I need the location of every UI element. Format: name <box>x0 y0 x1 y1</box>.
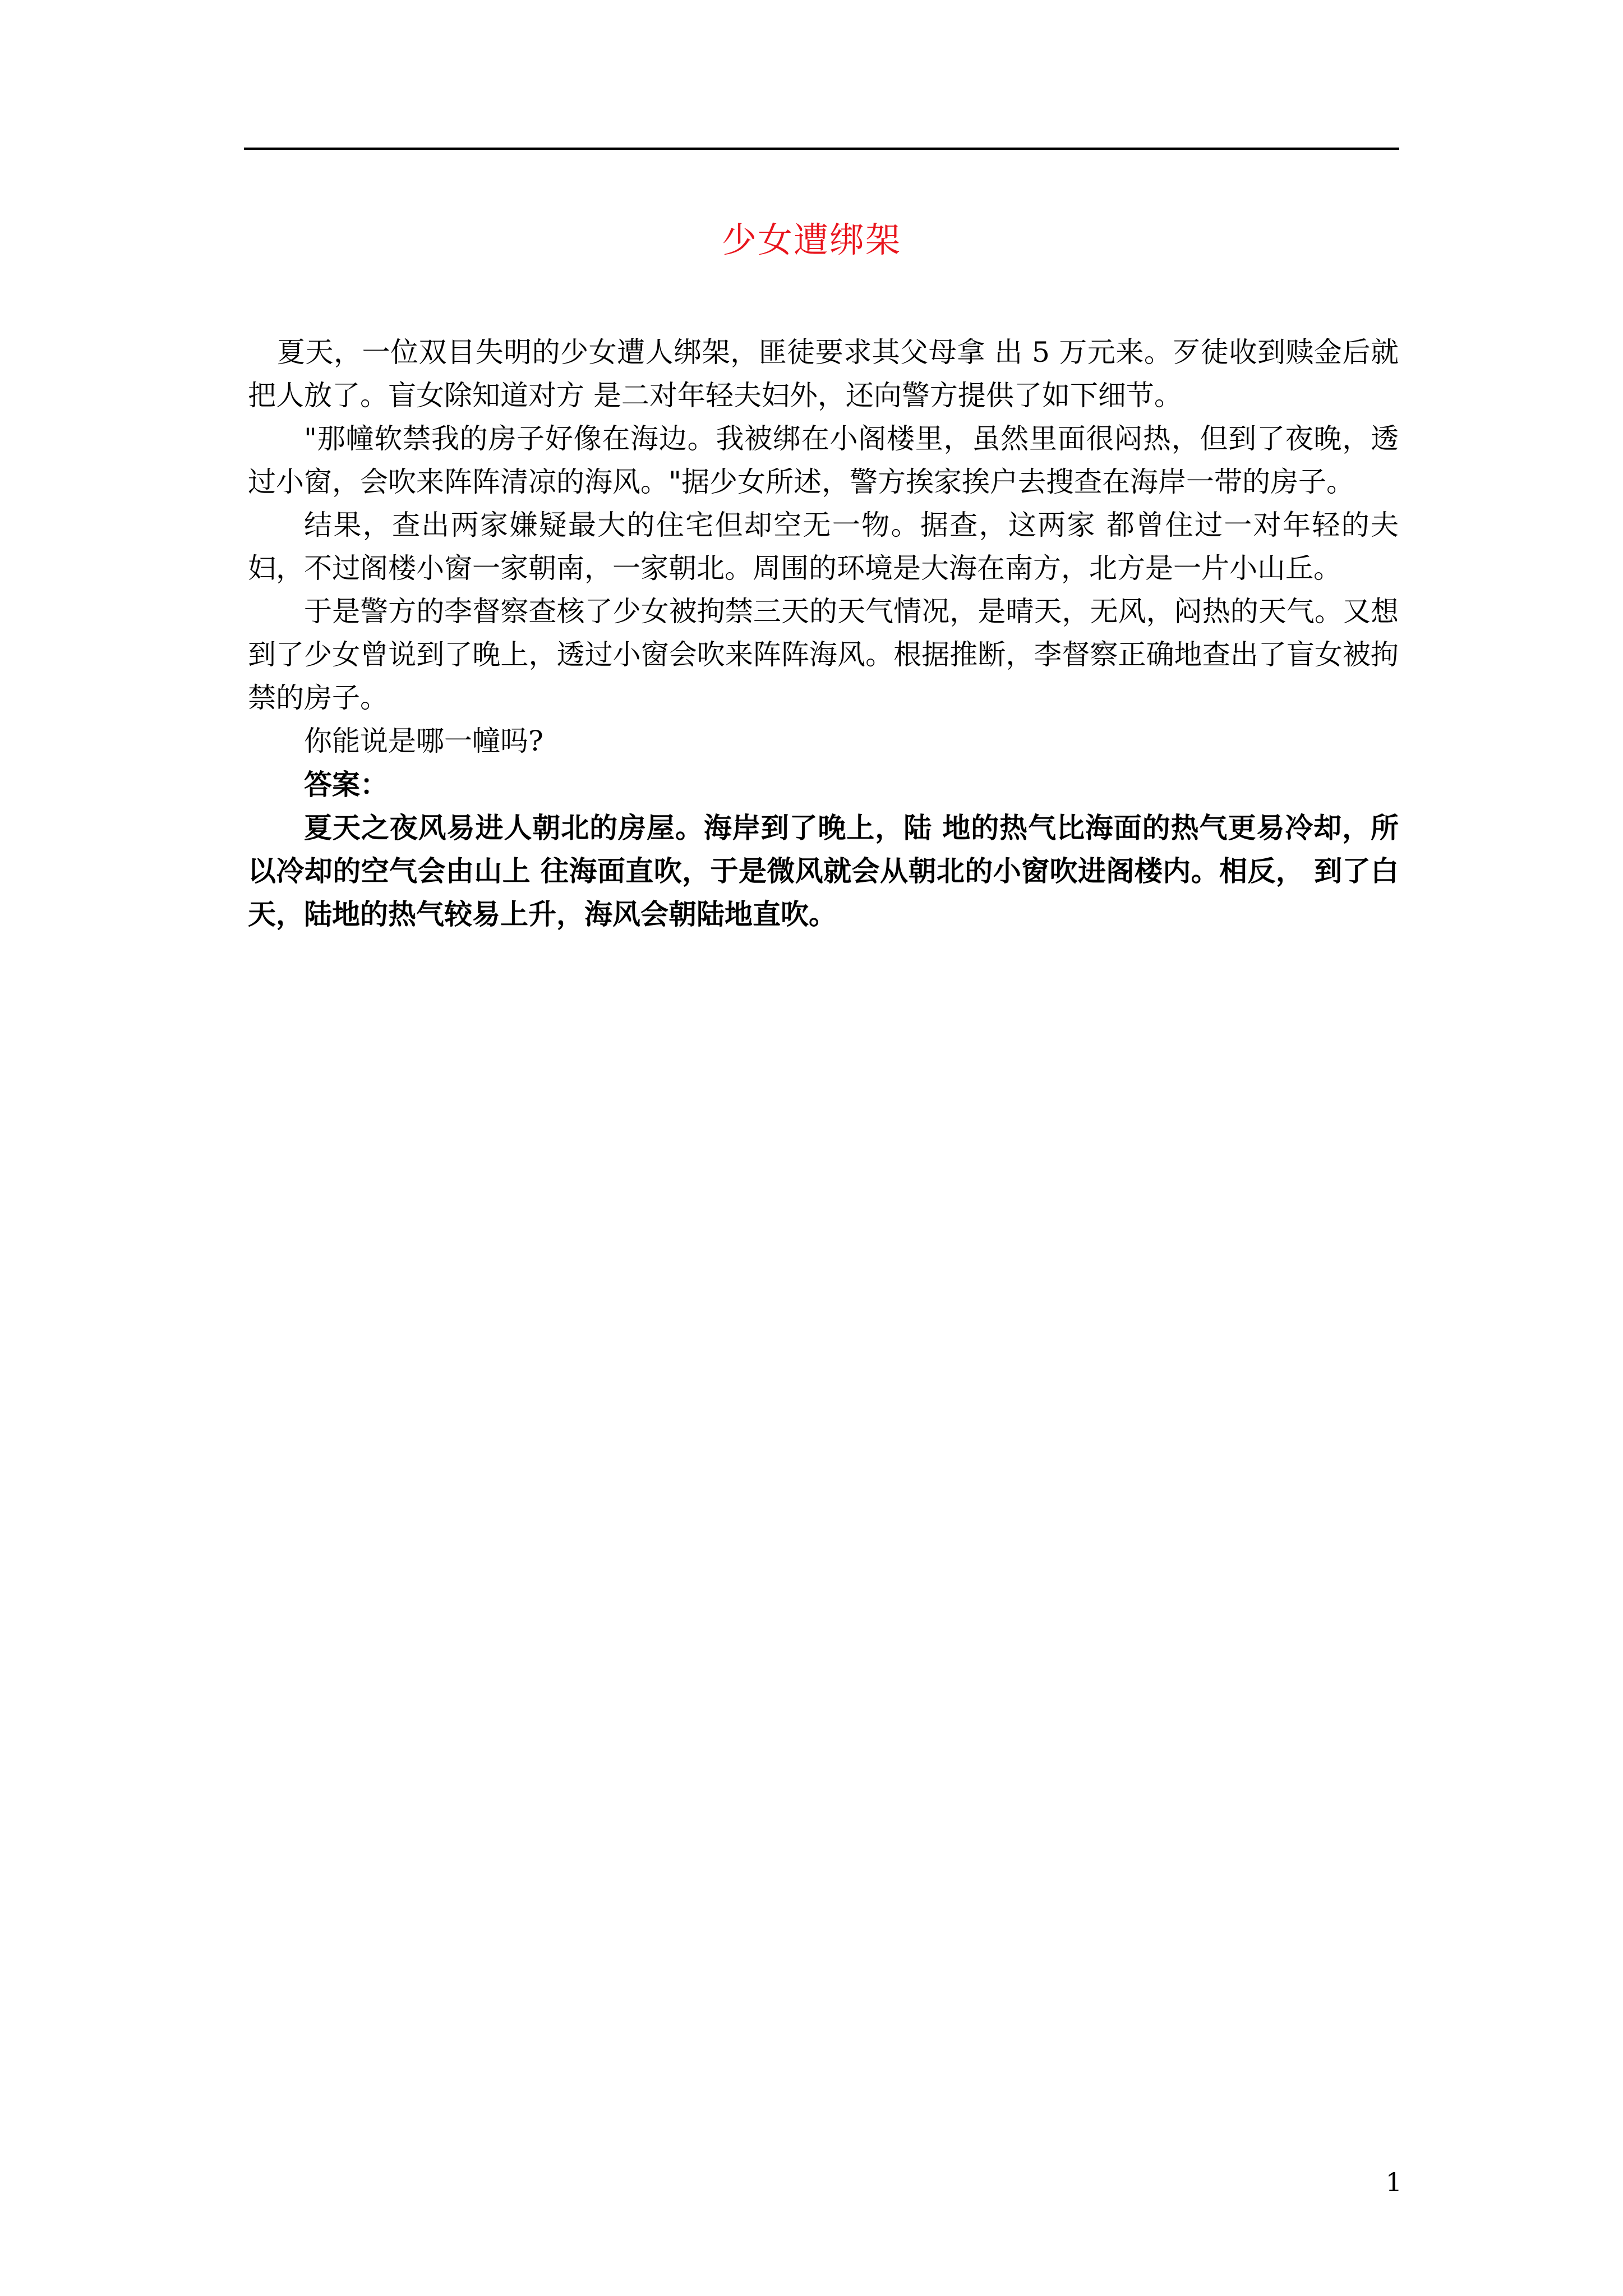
question-paragraph: 你能说是哪一幢吗? <box>304 725 543 757</box>
header-rule <box>244 148 1399 150</box>
answer-text: 夏天之夜风易进人朝北的房屋。海岸到了晚上，陆 地的热气比海面的热气更易冷却，所以冷却的空气会由山上 往海面直吹，于是微风就会从朝北的小窗吹进阁楼内。相反， 到了白天，陆地的热气较易上升，海风会朝陆地直吹。 <box>248 811 1399 931</box>
paragraph-3: 结果，查出两家嫌疑最大的住宅但却空无一物。据查，这两家 都曾住过一对年轻的夫妇，不过阁楼小窗一家朝南，一家朝北。周围的环境是大海在南方，北方是一片小山丘。 <box>248 509 1399 585</box>
paragraph-2: "那幢软禁我的房子好像在海边。我被绑在小阁楼里，虽然里面很闷热，但到了夜晚，透过小窗，会吹来阵阵清凉的海风。"据少女所述，警方挨家挨户去搜查在海岸一带的房子。 <box>248 422 1399 498</box>
paragraph-4: 于是警方的李督察查核了少女被拘禁三天的天气情况，是晴天，无风，闷热的天气。又想到了少女曾说到了晚上，透过小窗会吹来阵阵海风。根据推断，李督察正确地查出了盲女被拘禁的房子。 <box>248 595 1399 714</box>
answer-label: 答案： <box>304 768 388 801</box>
document-body <box>248 331 1399 936</box>
page-number: 1 <box>1385 2167 1402 2197</box>
paragraph-1: 夏天，一位双目失明的少女遭人绑架，匪徒要求其父母拿 出 5 万元来。歹徒收到赎金后就把人放了。盲女除知道对方 是二对年轻夫妇外，还向警方提供了如下细节。 <box>248 336 1399 412</box>
document-title: 少女遭绑架 <box>721 219 901 260</box>
